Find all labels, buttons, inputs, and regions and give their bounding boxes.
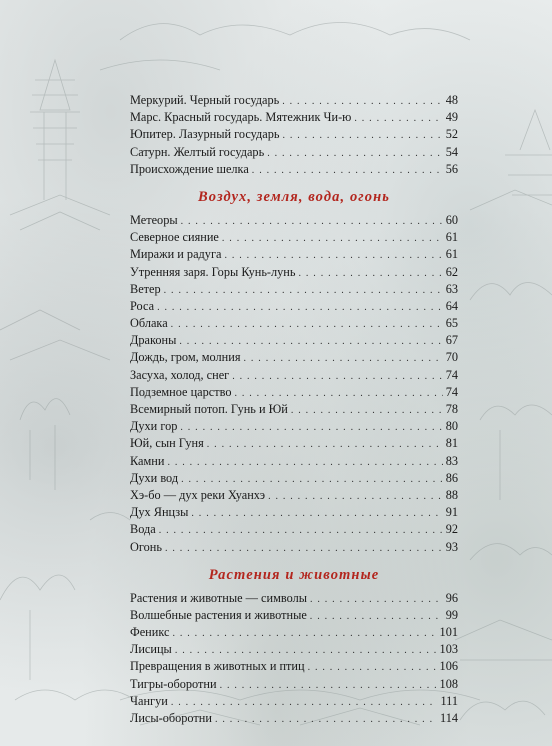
leader-dots <box>171 694 438 711</box>
leader-dots <box>215 711 437 728</box>
toc-entry-title: Миражи и радуга <box>130 247 222 262</box>
leader-dots <box>171 316 443 333</box>
toc-entry-page: 80 <box>445 419 458 434</box>
leader-dots <box>291 402 443 419</box>
toc-entry[interactable] <box>130 264 458 281</box>
leader-dots <box>234 385 442 402</box>
leader-dots <box>181 471 443 488</box>
toc-entry-title: Облака <box>130 316 168 331</box>
toc-entry[interactable] <box>130 590 458 607</box>
leader-dots <box>222 230 443 247</box>
toc-entry-page: 52 <box>445 127 458 142</box>
toc-entry-title: Духи вод <box>130 470 179 485</box>
toc-entry-title: Драконы <box>130 333 177 348</box>
toc-entry-page: 111 <box>440 693 458 708</box>
leader-dots <box>179 333 442 350</box>
leader-dots <box>165 540 443 557</box>
toc-entry[interactable] <box>130 504 458 521</box>
leader-dots <box>268 488 443 505</box>
leader-dots <box>224 247 442 264</box>
toc-entry[interactable] <box>130 521 458 538</box>
toc-entry-page: 63 <box>445 281 458 296</box>
toc-entry[interactable] <box>130 539 458 556</box>
toc-entry[interactable] <box>130 367 458 384</box>
toc-entry-title: Марс. Красный государь. Мятежник Чи-ю <box>130 110 352 125</box>
toc-entry-page: 61 <box>445 247 458 262</box>
toc-entry-title: Камни <box>130 453 165 468</box>
toc-entry-title: Юй, сын Гуня <box>130 436 204 451</box>
toc-entry-title: Вода <box>130 522 156 537</box>
toc-entry-page: 106 <box>439 659 458 674</box>
toc-entry-title: Огонь <box>130 539 162 554</box>
toc-entry[interactable] <box>130 384 458 401</box>
toc-entry-page: 74 <box>445 384 458 399</box>
toc-entry-page: 91 <box>445 505 458 520</box>
toc-entry[interactable] <box>130 693 458 710</box>
toc-entry-title: Тигры-оборотни <box>130 676 217 691</box>
toc-entry-title: Всемирный потоп. Гунь и Юй <box>130 402 288 416</box>
toc-entry-title: Чангуи <box>130 693 168 708</box>
toc-entry[interactable] <box>130 161 458 178</box>
toc-entry[interactable] <box>130 349 458 366</box>
toc-entry-title: Дождь, гром, молния <box>130 350 241 365</box>
toc-entry-page: 54 <box>445 144 458 159</box>
leader-dots <box>282 93 442 110</box>
toc-entry-page: 67 <box>445 333 458 348</box>
toc-entry-page: 93 <box>445 539 458 554</box>
toc-entry-page: 56 <box>445 161 458 176</box>
toc-entry[interactable] <box>130 658 458 675</box>
toc-entry-title: Лисицы <box>130 642 172 657</box>
toc-entry[interactable] <box>130 453 458 470</box>
toc-entry-title: Волшебные растения и животные <box>130 607 307 622</box>
toc-entry-page: 65 <box>445 316 458 331</box>
toc-entry-title: Происхождение шелка <box>130 161 249 176</box>
toc-entry-title: Растения и животные — символы <box>130 590 307 605</box>
toc-entry-page: 101 <box>439 625 458 640</box>
leader-dots <box>191 505 442 522</box>
toc-entry-page: 81 <box>445 436 458 451</box>
toc-entry-title: Феникс <box>130 625 170 640</box>
toc-entry-title: Юпитер. Лазурный государь <box>130 127 280 142</box>
leader-dots <box>252 162 443 179</box>
toc-entry-page: 78 <box>445 402 458 416</box>
toc-entry[interactable] <box>130 710 458 727</box>
leader-dots <box>175 642 437 659</box>
toc-entry[interactable] <box>130 641 458 658</box>
section-heading: Растения и животные <box>208 566 380 583</box>
toc-entry[interactable] <box>130 144 458 161</box>
toc-entry-title: Хэ-бо — дух реки Хуанхэ <box>130 487 266 502</box>
toc-entry-title: Дух Янцзы <box>130 505 189 520</box>
toc-entry-page: 92 <box>445 522 458 537</box>
leader-dots <box>207 436 443 453</box>
toc-entry-title: Лисы-оборотни <box>130 711 212 725</box>
toc-entry-page: 60 <box>445 212 458 227</box>
toc-entry-page: 99 <box>445 607 458 622</box>
section-heading: Воздух, земля, вода, огонь <box>198 188 390 205</box>
leader-dots <box>310 591 443 608</box>
toc-entry-page: 108 <box>439 676 458 691</box>
toc-entry-title: Роса <box>130 298 155 313</box>
toc-entry-page: 61 <box>445 230 458 245</box>
leader-dots <box>167 454 442 471</box>
leader-dots <box>232 368 443 385</box>
leader-dots <box>164 282 443 299</box>
toc-entry-page: 62 <box>445 264 458 279</box>
toc-entry-page: 70 <box>445 350 458 365</box>
toc-entry-title: Утренняя заря. Горы Кунь-лунь <box>130 264 296 279</box>
leader-dots <box>181 213 443 230</box>
toc-entry-title: Метеоры <box>130 212 178 227</box>
toc-entry[interactable] <box>130 607 458 624</box>
toc-entry-page: 64 <box>445 298 458 313</box>
leader-dots <box>244 350 443 367</box>
toc-entry-page: 114 <box>440 711 458 725</box>
toc-entry-page: 74 <box>445 367 458 382</box>
toc-entry[interactable] <box>130 92 458 109</box>
leader-dots <box>299 265 443 282</box>
toc-section-plants-animals <box>130 560 458 728</box>
toc-entry-title: Северное сияние <box>130 230 219 245</box>
toc-section-astronomy <box>130 92 458 178</box>
toc-entry-title: Превращения в животных и птиц <box>130 659 305 674</box>
toc-entry-page: 49 <box>445 110 458 125</box>
toc-entry[interactable] <box>130 487 458 504</box>
toc-entry-page: 96 <box>445 590 458 605</box>
table-of-contents <box>130 92 458 727</box>
leader-dots <box>172 625 436 642</box>
toc-entry-page: 86 <box>445 470 458 485</box>
toc-entry[interactable] <box>130 470 458 487</box>
leader-dots <box>308 659 437 676</box>
toc-entry-page: 83 <box>445 453 458 468</box>
toc-entry-title: Подземное царство <box>130 384 232 399</box>
toc-entry[interactable] <box>130 332 458 349</box>
leader-dots <box>282 127 442 144</box>
toc-entry-title: Засуха, холод, снег <box>130 367 230 382</box>
toc-entry-page: 103 <box>439 642 458 657</box>
toc-entry[interactable] <box>130 229 458 246</box>
toc-entry-page: 88 <box>445 487 458 502</box>
toc-entry[interactable] <box>130 418 458 435</box>
leader-dots <box>267 145 443 162</box>
leader-dots <box>220 677 437 694</box>
leader-dots <box>310 608 443 625</box>
toc-entry[interactable] <box>130 281 458 298</box>
leader-dots <box>157 299 443 316</box>
toc-entry[interactable] <box>130 212 458 229</box>
toc-entry[interactable] <box>130 401 458 418</box>
leader-dots <box>354 110 442 127</box>
leader-dots <box>159 522 443 539</box>
toc-entry[interactable] <box>130 246 458 263</box>
toc-entry[interactable] <box>130 624 458 641</box>
toc-entry-title: Духи гор <box>130 419 178 434</box>
toc-entry[interactable] <box>130 435 458 452</box>
toc-section-elements <box>130 182 458 556</box>
toc-entry[interactable] <box>130 298 458 315</box>
toc-entry-page: 48 <box>445 93 458 107</box>
toc-entry[interactable] <box>130 126 458 143</box>
toc-entry-title: Меркурий. Черный государь <box>130 93 280 107</box>
toc-entry[interactable] <box>130 676 458 693</box>
toc-entry[interactable] <box>130 315 458 332</box>
toc-entry[interactable] <box>130 109 458 126</box>
leader-dots <box>180 419 442 436</box>
toc-entry-title: Ветер <box>130 281 161 296</box>
toc-entry-title: Сатурн. Желтый государь <box>130 144 265 159</box>
